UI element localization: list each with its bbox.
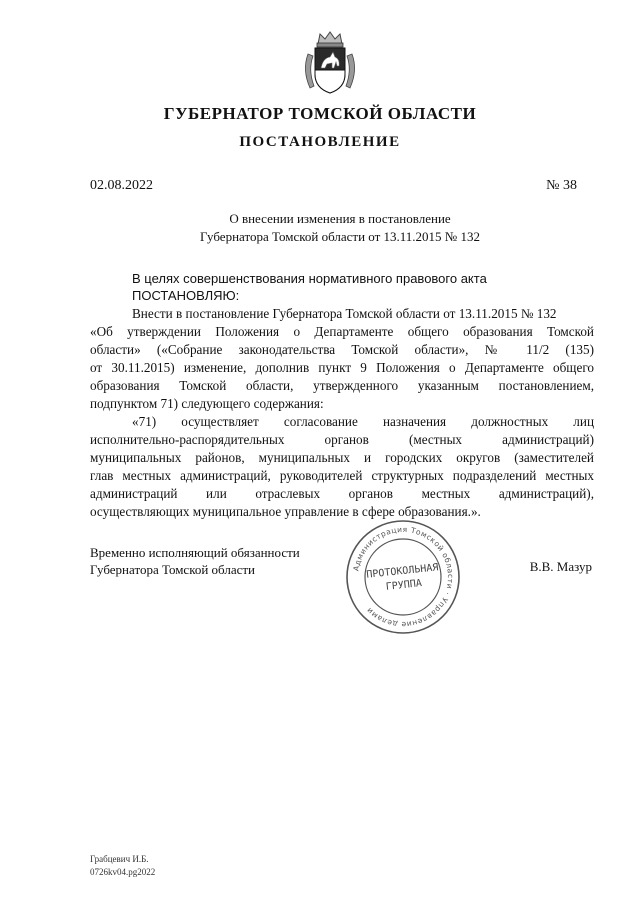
subject-line: О внесении изменения в постановление xyxy=(229,211,451,226)
body-line: муниципальных районов, муниципальных и городских округов (заместителей xyxy=(90,450,594,465)
body-line: образования Томской области, утвержденного указанным постановлением, xyxy=(90,378,594,393)
file-reference: 0726kv04.pg2022 xyxy=(90,867,156,877)
body-decree: ПОСТАНОВЛЯЮ: xyxy=(132,288,240,303)
signatory-position-line: Губернатора Томской области xyxy=(90,562,256,577)
body-line: «Об утверждении Положения о Департаменте общего образования Томской xyxy=(90,324,594,339)
signatory-position-line: Временно исполняющий обязанности xyxy=(90,545,300,560)
body-line: глав местных администраций, руководителей структурных подразделений местных xyxy=(90,468,594,483)
subject-line: Губернатора Томской области от 13.11.2015 № 132 xyxy=(200,229,480,244)
body-line: осуществляющих муниципальное управление в сфере образования.». xyxy=(90,504,481,519)
signatory-name: В.В. Мазур xyxy=(529,559,592,574)
document-date: 02.08.2022 xyxy=(90,178,153,193)
stamp-ring-text: Администрация Томской области · Управление делами xyxy=(351,524,456,630)
body-line: от 30.11.2015) изменение, дополнив пункт 9 Положения о Департаменте общего xyxy=(90,360,594,375)
body-line: подпунктом 71) следующего содержания: xyxy=(90,396,324,411)
document-number: № 38 xyxy=(546,178,577,193)
executor-info xyxy=(90,853,155,879)
body-line: администраций или отраслевых органов местных администраций), xyxy=(90,486,594,501)
body-preamble: В целях совершенствования нормативного правового акта xyxy=(132,271,487,286)
executor-name: Грабцевич И.Б. xyxy=(90,854,149,864)
body-line: области» («Собрание законодательства Томской области», № 11/2 (135) xyxy=(90,342,594,357)
document-subject xyxy=(90,210,590,246)
authority-title: ГУБЕРНАТОР ТОМСКОЙ ОБЛАСТИ xyxy=(163,104,477,123)
body-line: «71) осуществляет согласование назначения должностных лиц xyxy=(132,414,594,429)
tomsk-coat-of-arms-icon xyxy=(300,30,360,96)
stamp-line: ПРОТОКОЛЬНАЯ xyxy=(365,562,439,581)
signatory-position xyxy=(90,544,300,578)
document-type: ПОСТАНОВЛЕНИЕ xyxy=(239,134,401,150)
stamp-line: ГРУППА xyxy=(385,578,423,593)
protocol-group-stamp xyxy=(344,518,462,636)
body-line: Внести в постановление Губернатора Томской области от 13.11.2015 № 132 xyxy=(132,306,557,321)
body-line: исполнительно-распорядительных органов (местных администраций) xyxy=(90,432,594,447)
